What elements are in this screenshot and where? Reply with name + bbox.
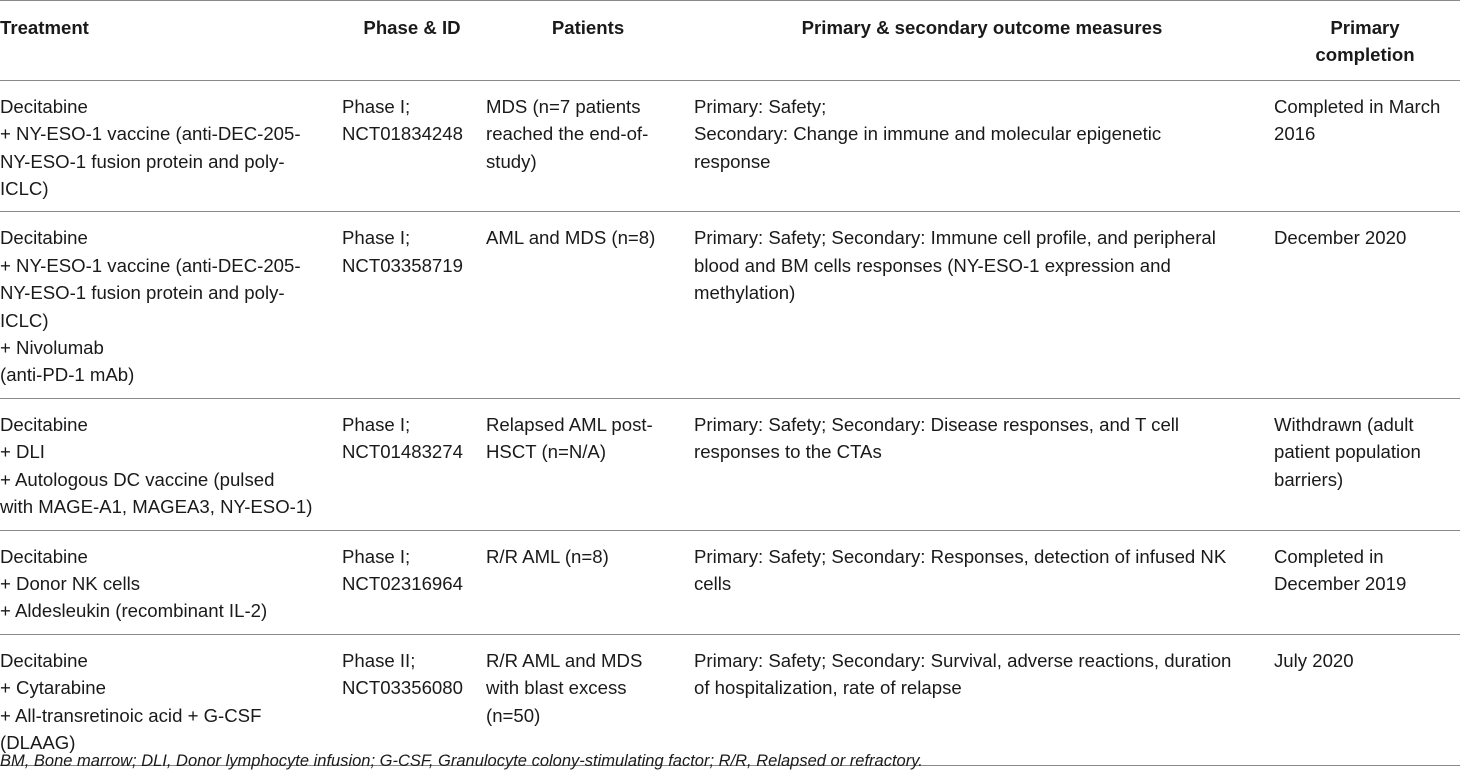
header-primary-completion — [1274, 1, 1460, 81]
cell-text-line: NCT01483274 — [342, 441, 463, 463]
cell-patients — [486, 530, 694, 634]
cell-outcomes — [694, 212, 1274, 398]
cell-text-line: barriers) — [1274, 468, 1344, 490]
cell-text-line: methylation) — [694, 282, 796, 304]
cell-outcomes — [694, 398, 1274, 530]
cell-text-line: Phase I; — [342, 545, 411, 567]
cell-text-line: patient population — [1274, 441, 1421, 463]
cell-text-line: Phase I; — [342, 227, 411, 249]
cell-text-line: with MAGE-A1, MAGEA3, NY-ESO-1) — [0, 496, 313, 518]
cell-text-line: HSCT (n=N/A) — [486, 441, 607, 463]
cell-treatment — [0, 634, 342, 766]
cell-completion — [1274, 530, 1460, 634]
cell-text-line: + Autologous DC vaccine (pulsed — [0, 468, 275, 490]
cell-text-line: AML and MDS (n=8) — [486, 227, 656, 249]
header-text: Patients — [551, 17, 625, 38]
cell-text-line: + Aldesleukin (recombinant IL-2) — [0, 600, 268, 622]
table-row — [0, 634, 1460, 766]
cell-text-line: Withdrawn (adult — [1274, 413, 1414, 435]
cell-text-line: of hospitalization, rate of relapse — [694, 677, 962, 699]
table-row — [0, 80, 1460, 212]
cell-text-line: Decitabine — [0, 227, 88, 249]
cell-text-line: study) — [486, 150, 537, 172]
cell-completion — [1274, 80, 1460, 212]
cell-text-line: reached the end-of- — [486, 123, 649, 145]
cell-text-line: with blast excess — [486, 677, 627, 699]
cell-phase-id — [342, 212, 486, 398]
cell-completion — [1274, 634, 1460, 766]
cell-text-line: R/R AML (n=8) — [486, 545, 609, 567]
cell-text-line: Decitabine — [0, 95, 88, 117]
cell-text-line: NCT03356080 — [342, 677, 463, 699]
cell-text-line: July 2020 — [1274, 649, 1354, 671]
cell-text-line: Primary: Safety; — [694, 95, 827, 117]
cell-text-line: Relapsed AML post- — [486, 413, 653, 435]
cell-text-line: Primary: Safety; Secondary: Disease responses, and T cell — [694, 413, 1180, 435]
cell-text-line: Secondary: Change in immune and molecular epigenetic — [694, 123, 1162, 145]
cell-text-line: Decitabine — [0, 649, 88, 671]
cell-text-line: NY-ESO-1 fusion protein and poly- — [0, 282, 285, 304]
cell-treatment — [0, 80, 342, 212]
cell-text-line: responses to the CTAs — [694, 441, 882, 463]
header-text: completion — [1315, 44, 1415, 66]
cell-text-line: Primary: Safety; Secondary: Responses, detection of infused NK — [694, 545, 1227, 567]
cell-phase-id — [342, 80, 486, 212]
cell-completion — [1274, 398, 1460, 530]
cell-text-line: + NY-ESO-1 vaccine (anti-DEC-205- — [0, 254, 301, 276]
cell-text-line: NY-ESO-1 fusion protein and poly- — [0, 150, 285, 172]
cell-text-line: Completed in March — [1274, 95, 1441, 117]
cell-text-line: ICLC) — [0, 178, 49, 200]
header-row — [0, 1, 1460, 81]
cell-text-line: (n=50) — [486, 704, 541, 726]
cell-text-line: 2016 — [1274, 123, 1316, 145]
table-row — [0, 398, 1460, 530]
cell-patients — [486, 398, 694, 530]
cell-phase-id — [342, 634, 486, 766]
header-phase-id — [342, 1, 486, 81]
header-text: Treatment — [0, 17, 89, 38]
cell-text-line: blood and BM cells responses (NY-ESO-1 expression and — [694, 254, 1171, 276]
cell-text-line: + DLI — [0, 441, 45, 463]
header-text: Phase & ID — [363, 17, 461, 38]
header-text: Primary — [1330, 17, 1400, 38]
cell-patients — [486, 212, 694, 398]
table-body — [0, 80, 1460, 766]
cell-text-line: Phase I; — [342, 95, 411, 117]
header-treatment — [0, 1, 342, 81]
cell-text-line: Decitabine — [0, 413, 88, 435]
cell-patients — [486, 634, 694, 766]
table-row — [0, 212, 1460, 398]
cell-text-line: Primary: Safety; Secondary: Survival, adverse reactions, duration — [694, 649, 1232, 671]
cell-text-line: NCT01834248 — [342, 123, 463, 145]
cell-outcomes — [694, 80, 1274, 212]
cell-completion — [1274, 212, 1460, 398]
cell-text-line: + Donor NK cells — [0, 572, 141, 594]
cell-text-line: NCT03358719 — [342, 254, 463, 276]
header-text: Primary & secondary outcome measures — [801, 17, 1163, 38]
cell-text-line: response — [694, 150, 771, 172]
header-outcomes — [694, 1, 1274, 81]
cell-text-line: December 2019 — [1274, 572, 1407, 594]
table-footnote: BM, Bone marrow; DLI, Donor lymphocyte infusion; G-CSF, Granulocyte colony-stimulating factor; R/R, Relapsed or refractory. — [0, 752, 923, 770]
cell-phase-id — [342, 398, 486, 530]
cell-phase-id — [342, 530, 486, 634]
cell-text-line: + Cytarabine — [0, 677, 106, 699]
cell-treatment — [0, 212, 342, 398]
cell-text-line: R/R AML and MDS — [486, 649, 643, 671]
cell-text-line: MDS (n=7 patients — [486, 95, 641, 117]
cell-text-line: NCT02316964 — [342, 572, 463, 594]
cell-text-line: December 2020 — [1274, 227, 1407, 249]
cell-text-line: Phase I; — [342, 413, 411, 435]
cell-text-line: Phase II; — [342, 649, 416, 671]
cell-patients — [486, 80, 694, 212]
cell-text-line: ICLC) — [0, 309, 49, 331]
cell-text-line: Primary: Safety; Secondary: Immune cell profile, and peripheral — [694, 227, 1216, 249]
cell-text-line: cells — [694, 572, 732, 594]
cell-text-line: + All-transretinoic acid + G-CSF — [0, 704, 262, 726]
cell-treatment — [0, 530, 342, 634]
header-patients — [486, 1, 694, 81]
cell-outcomes — [694, 634, 1274, 766]
cell-outcomes — [694, 530, 1274, 634]
cell-text-line: Decitabine — [0, 545, 88, 567]
cell-text-line: (anti-PD-1 mAb) — [0, 364, 135, 386]
cell-text-line: + Nivolumab — [0, 337, 104, 359]
cell-text-line: + NY-ESO-1 vaccine (anti-DEC-205- — [0, 123, 301, 145]
cell-text-line: Completed in — [1274, 545, 1384, 567]
cell-treatment — [0, 398, 342, 530]
cell-text-line: (DLAAG) — [0, 731, 76, 753]
table-row — [0, 530, 1460, 634]
